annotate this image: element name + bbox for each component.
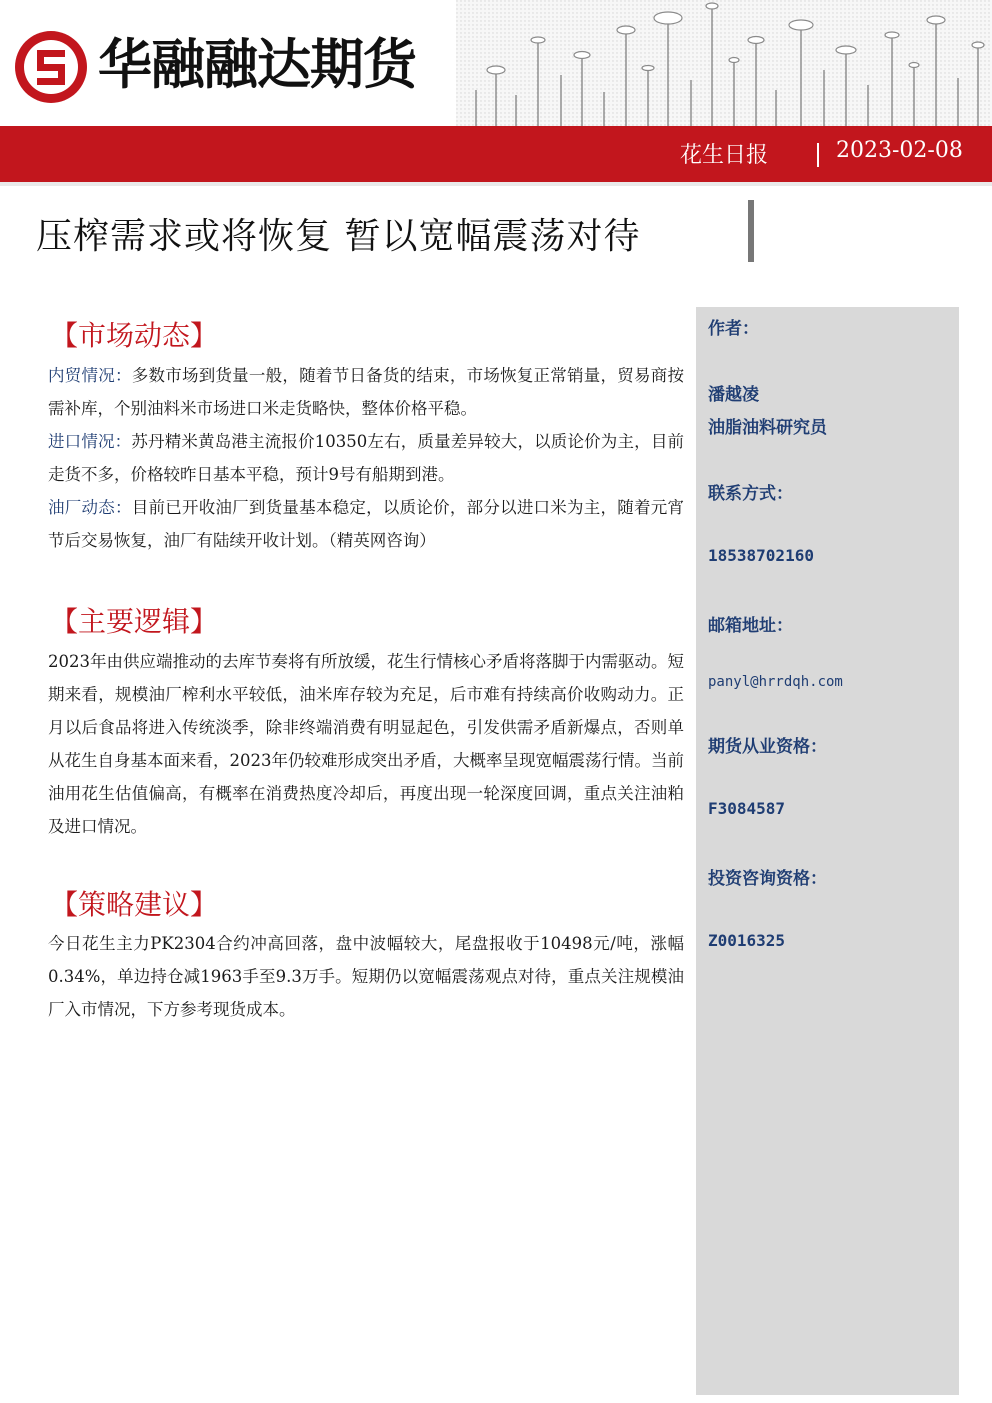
author-title: 油脂油料研究员 — [708, 418, 827, 438]
investment-qualification-label: 投资咨询资格： — [708, 869, 827, 889]
import-text: 苏丹精米黄岛港主流报价10350左右，质量差异较大，以质论价为主，目前走货不多，价格较昨日基本平稳，预计9号有船期到港。 — [48, 432, 684, 484]
oil-mill-label: 油厂动态： — [48, 498, 132, 517]
author-sidebar — [696, 307, 959, 1395]
report-title: 压榨需求或将恢复 暂以宽幅震荡对待 — [36, 216, 641, 257]
oil-mill-paragraph — [48, 491, 684, 557]
futures-qualification-label: 期货从业资格： — [708, 737, 827, 757]
company-logo-icon — [12, 28, 90, 106]
report-type: 花生日报 — [680, 143, 769, 168]
market-dynamics-body — [48, 359, 684, 557]
futures-qualification-number: F3084587 — [708, 799, 786, 818]
main-logic-heading: 【主要逻辑】 — [50, 605, 219, 638]
domestic-trade-label: 内贸情况： — [48, 366, 132, 385]
market-dynamics-heading: 【市场动态】 — [50, 319, 219, 352]
domestic-trade-text: 多数市场到货量一般，随着节日备货的结束，市场恢复正常销量，贸易商按需补库，个别油料米市场进口米走货略快，整体价格平稳。 — [48, 366, 685, 418]
investment-qualification-number: Z0016325 — [708, 931, 786, 950]
strategy-text: 今日花生主力PK2304合约冲高回落，盘中波幅较大，尾盘报收于10498元/吨，涨幅0.34%，单边持仓减1963手至9.3万手。短期仍以宽幅震荡观点对待，重点关注规模油厂入市情况，下方参考现货成本。 — [48, 934, 684, 1019]
oil-mill-text: 目前已开收油厂到货量基本稳定，以质论价，部分以进口米为主，随着元宵节后交易恢复，油厂有陆续开收计划。（精英网咨询） — [48, 498, 685, 550]
strategy-heading: 【策略建议】 — [50, 888, 219, 921]
banner-separator — [817, 143, 819, 167]
author-name: 潘越凌 — [708, 385, 759, 405]
banner-divider — [0, 182, 992, 186]
header-decoration — [456, 0, 992, 126]
contact-label: 联系方式： — [708, 484, 793, 504]
import-paragraph — [48, 425, 684, 491]
contact-phone: 18538702160 — [708, 546, 814, 565]
import-label: 进口情况： — [48, 432, 132, 451]
author-label: 作者： — [708, 319, 759, 339]
company-logo — [0, 0, 460, 125]
title-accent-bar — [748, 200, 754, 262]
main-logic-text: 2023年由供应端推动的去库节奏将有所放缓，花生行情核心矛盾将落脚于内需驱动。短期来看，规模油厂榨利水平较低，油米库存较为充足，后市难有持续高价收购动力。正月以后食品将进入传统淡季，除非终端消费有明显起色，引发供需矛盾新爆点，否则单从花生自身基本面来看，2023年仍较难形成突出矛盾，大概率呈现宽幅震荡行情。当前油用花生估值偏高，有概率在消费热度冷却后，再度出现一轮深度回调，重点关注油粕及进口情况。 — [48, 652, 684, 836]
domestic-trade-paragraph — [48, 359, 684, 425]
company-name: 华融融达期货 — [98, 33, 416, 96]
report-date: 2023-02-08 — [836, 138, 963, 163]
email-address[interactable]: panyl@hrrdqh.com — [708, 674, 843, 690]
email-label: 邮箱地址： — [708, 616, 793, 636]
